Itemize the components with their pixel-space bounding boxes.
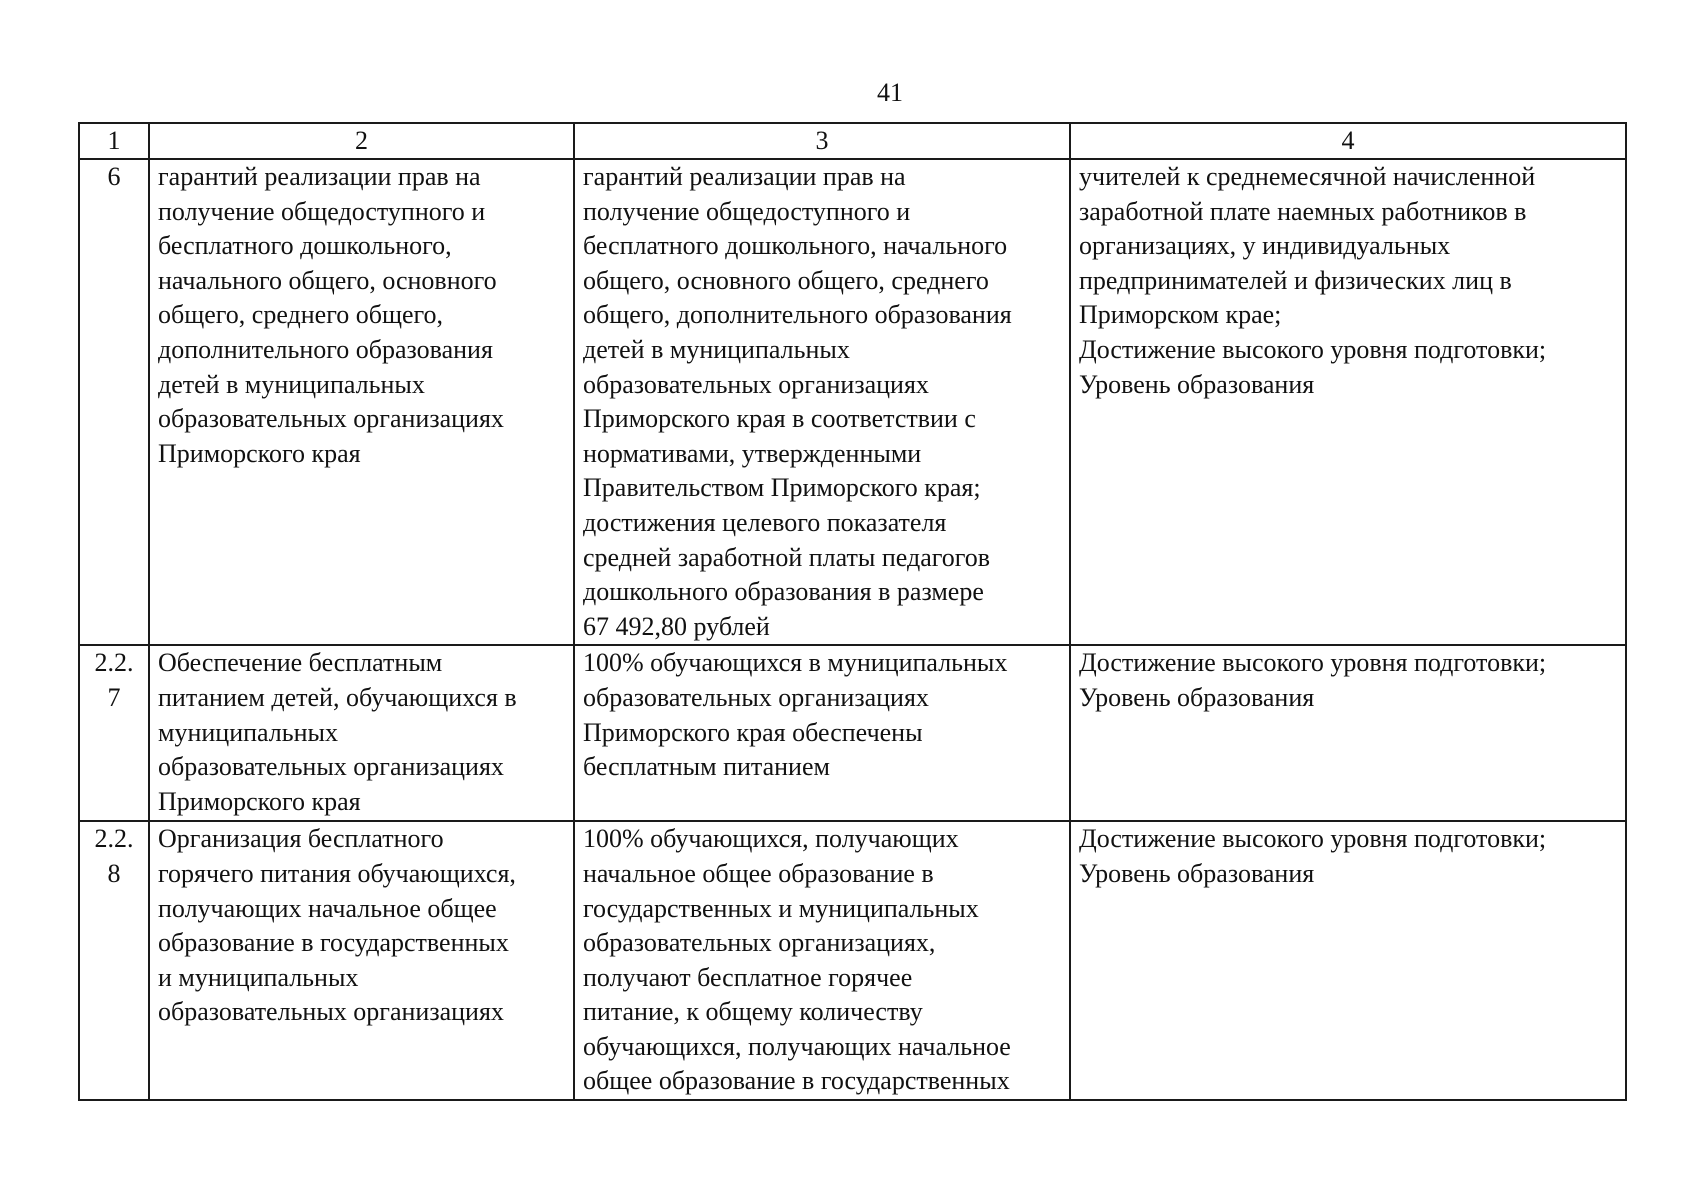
- indicator-cell: [1070, 821, 1626, 1100]
- cell-line: учителей к среднемесячной начисленной: [1079, 162, 1536, 191]
- header-col-3: 3: [574, 123, 1070, 159]
- cell-line: горячего питания обучающихся,: [158, 858, 516, 888]
- row-number: [79, 645, 149, 821]
- row-number-line: 7: [107, 682, 121, 712]
- cell-line: нормативами, утвержденными: [583, 438, 922, 468]
- cell-line: Уровень образования: [1079, 682, 1315, 712]
- cell-line: общего, основного общего, среднего: [583, 265, 989, 295]
- cell-line: заработной плате наемных работников в: [1079, 196, 1527, 226]
- cell-line: Уровень образования: [1079, 858, 1315, 888]
- cell-line: Приморского края в соответствии с: [583, 404, 976, 434]
- cell-line: дошкольного образования в размере: [583, 577, 984, 607]
- cell-line: организациях, у индивидуальных: [1079, 231, 1451, 261]
- cell-line: средней заработной платы педагогов: [583, 542, 991, 572]
- row-number-line: 8: [107, 858, 121, 888]
- cell-line: обучающихся, получающих начальное: [583, 1031, 1011, 1061]
- row-number-line: 2.2.: [94, 824, 134, 854]
- cell-line: государственных и муниципальных: [583, 893, 979, 923]
- header-col-4: 4: [1070, 123, 1626, 159]
- cell-line: общего, дополнительного образования: [583, 300, 1012, 330]
- cell-line: Обеспечение бесплатным: [158, 648, 443, 678]
- page-number: 41: [877, 78, 903, 107]
- header-row: [79, 123, 1626, 159]
- cell-line: питание, к общему количеству: [583, 997, 923, 1027]
- cell-line: общего, среднего общего,: [158, 300, 444, 330]
- cell-line: образовательных организациях: [583, 682, 929, 712]
- cell-line: Приморского края: [158, 786, 361, 816]
- cell-line: образование в государственных: [158, 928, 509, 958]
- result-cell: [574, 645, 1070, 821]
- cell-line: бесплатным питанием: [583, 752, 830, 782]
- row-number-line: 2.2.: [94, 648, 134, 678]
- result-cell: [574, 159, 1070, 645]
- cell-line: муниципальных: [158, 717, 339, 747]
- cell-line: общее образование в государственных: [583, 1066, 1010, 1096]
- cell-line: образовательных организациях: [583, 369, 929, 399]
- activity-cell: [149, 821, 574, 1100]
- cell-line: получение общедоступного и: [158, 196, 486, 226]
- cell-line: Достижение высокого уровня подготовки;: [1079, 648, 1547, 678]
- cell-line: бесплатного дошкольного, начального: [583, 231, 1008, 261]
- cell-line: достижения целевого показателя: [583, 507, 947, 537]
- document-table: [78, 122, 1627, 1101]
- activity-cell: [149, 645, 574, 821]
- header-col-1: 1: [79, 123, 149, 159]
- cell-line: предпринимателей и физических лиц в: [1079, 265, 1512, 295]
- indicator-cell: [1070, 159, 1626, 645]
- cell-line: и муниципальных: [158, 962, 359, 992]
- cell-line: Приморском крае;: [1079, 300, 1282, 330]
- header-col-2: 2: [149, 123, 574, 159]
- cell-line: начального общего, основного: [158, 265, 497, 295]
- cell-line: образовательных организациях: [158, 752, 504, 782]
- cell-line: Приморского края обеспечены: [583, 717, 923, 747]
- cell-line: Достижение высокого уровня подготовки;: [1079, 824, 1547, 854]
- cell-line: получают бесплатное горячее: [583, 962, 913, 992]
- cell-line: образовательных организациях: [158, 404, 504, 434]
- indicator-cell: [1070, 645, 1626, 821]
- cell-line: начальное общее образование в: [583, 858, 934, 888]
- cell-line: образовательных организациях: [158, 997, 504, 1027]
- cell-line: дополнительного образования: [158, 334, 493, 364]
- row-number: [79, 159, 149, 645]
- cell-line: бесплатного дошкольного,: [158, 231, 452, 261]
- cell-line: детей в муниципальных: [158, 369, 425, 399]
- cell-line: 67 492,80 рублей: [583, 611, 770, 641]
- cell-line: питанием детей, обучающихся в: [158, 682, 517, 712]
- row-number-line: 6: [107, 162, 121, 191]
- cell-line: 100% обучающихся в муниципальных: [583, 648, 1008, 678]
- cell-line: образовательных организациях,: [583, 928, 936, 958]
- row-number: [79, 821, 149, 1100]
- activity-cell: [149, 159, 574, 645]
- table-row: [79, 159, 1626, 645]
- table-row: [79, 645, 1626, 821]
- cell-line: гарантий реализации прав на: [158, 162, 481, 191]
- cell-line: гарантий реализации прав на: [583, 162, 906, 191]
- cell-line: Уровень образования: [1079, 369, 1315, 399]
- cell-line: получение общедоступного и: [583, 196, 911, 226]
- cell-line: Правительством Приморского края;: [583, 473, 981, 503]
- result-cell: [574, 821, 1070, 1100]
- cell-line: 100% обучающихся, получающих: [583, 824, 959, 854]
- cell-line: детей в муниципальных: [583, 334, 850, 364]
- cell-line: получающих начальное общее: [158, 893, 497, 923]
- cell-line: Приморского края: [158, 438, 361, 468]
- table-row: [79, 821, 1626, 1100]
- cell-line: Достижение высокого уровня подготовки;: [1079, 334, 1547, 364]
- cell-line: Организация бесплатного: [158, 824, 444, 854]
